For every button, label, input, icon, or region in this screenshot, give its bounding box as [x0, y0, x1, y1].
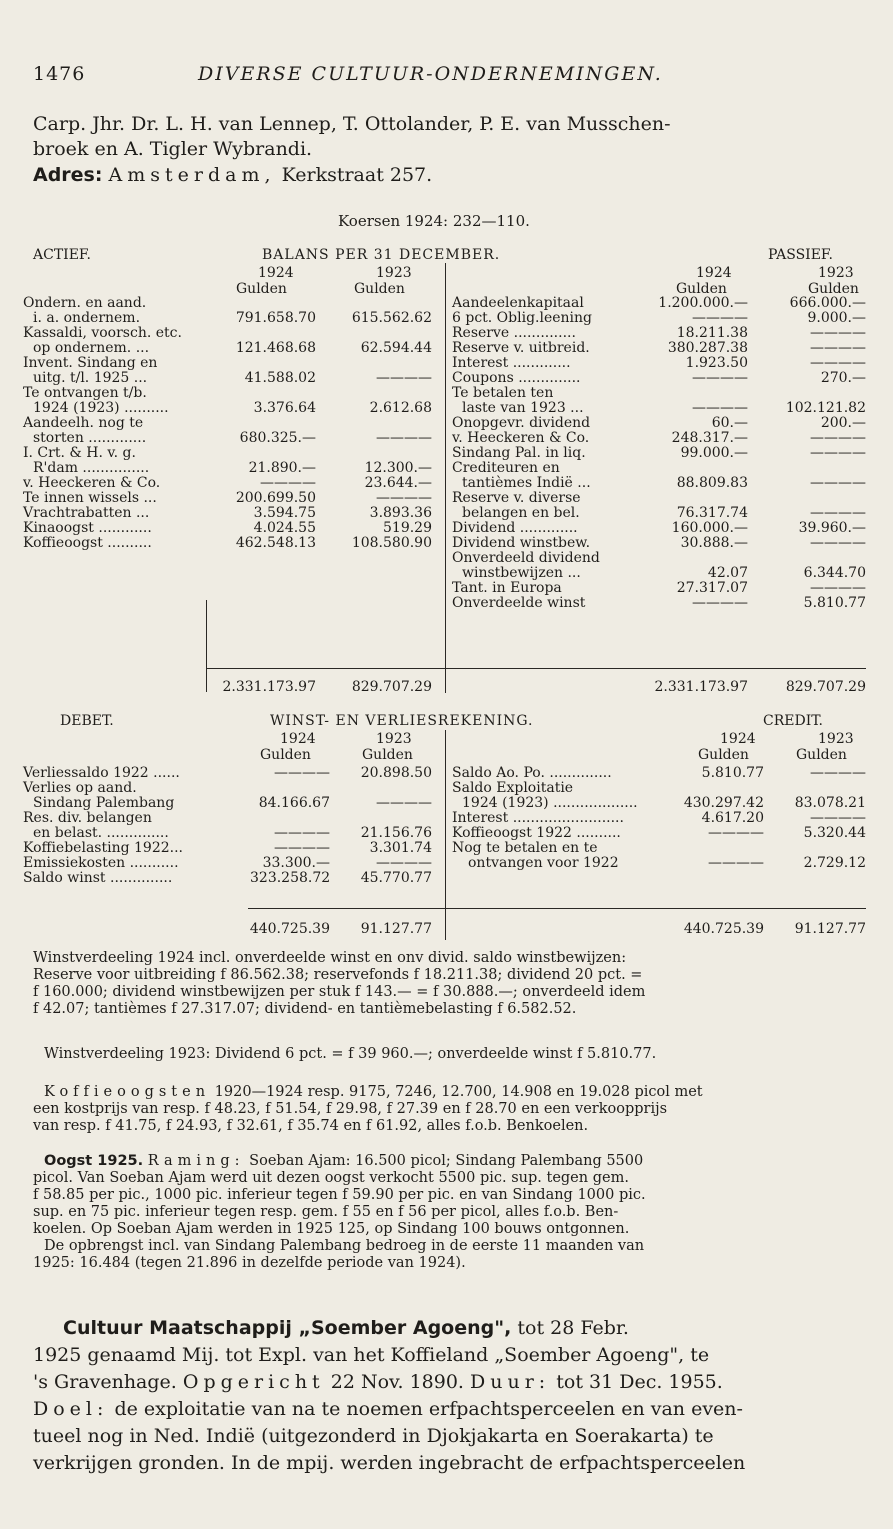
koersen: Koersen 1924: 232—110.	[338, 212, 530, 230]
cell-1924: ————	[708, 825, 764, 841]
cell-1924: 4.617.20	[701, 810, 764, 826]
balans-year-a-right: 1924	[696, 265, 732, 281]
wv-unit-a-left: Gulden	[260, 747, 311, 763]
text-line: verkrijgen gronden. In de mpij. werden ingebracht de erfpachtsperceelen	[33, 1452, 746, 1474]
cell-1923: ————	[810, 765, 866, 781]
cell-1923: 12.300.—	[364, 460, 432, 476]
table-row: Onverdeeld dividend	[452, 550, 600, 566]
balans-total-left-1923: 829.707.29	[351, 679, 432, 695]
cell-1923: ————	[810, 580, 866, 596]
table-row: Aandeelenkapitaal	[452, 295, 584, 311]
balans-title: BALANS PER 31 DECEMBER.	[262, 247, 501, 263]
cell-1923: ————	[810, 430, 866, 446]
cell-1923: 200.—	[820, 415, 866, 431]
koffieoogsten-label: Koffieoogsten	[44, 1084, 211, 1100]
cell-1924: ————	[274, 765, 330, 781]
cell-1923: 666.000.—	[789, 295, 866, 311]
cell-1923: ————	[810, 810, 866, 826]
balans-unit-a-right: Gulden	[676, 281, 727, 297]
cell-1923: ————	[376, 795, 432, 811]
cell-1923: 108.580.90	[351, 535, 432, 551]
table-row: v. Heeckeren & Co.	[452, 430, 590, 446]
oogst-paragraph	[33, 1153, 646, 1272]
address-city: Amsterdam,	[108, 164, 276, 186]
table-row: en belast. ..............	[33, 825, 169, 841]
table-row: Ondern. en aand.	[23, 295, 147, 311]
table-row: 6 pct. Oblig.leening	[452, 310, 593, 326]
balans-divider	[445, 263, 446, 693]
balans-year-b-right: 1923	[818, 265, 854, 281]
cell-1924: 248.317.—	[671, 430, 748, 446]
cell-1923: 270.—	[820, 370, 866, 386]
cell-1923: 2.612.68	[369, 400, 432, 416]
table-row: Koffiebelasting 1922...	[23, 840, 183, 856]
table-row: winstbewijzen ...	[462, 565, 581, 581]
table-row: tantièmes Indië ...	[462, 475, 591, 491]
cell-1923: ————	[810, 505, 866, 521]
doel-label: Doel:	[33, 1398, 109, 1420]
text-line: De opbrengst incl. van Sindang Palembang bedroeg in de eerste 11 maanden van	[44, 1238, 645, 1254]
table-row: Kinaoogst ............	[23, 520, 152, 536]
balans-unit-b-left: Gulden	[354, 281, 405, 297]
cell-1923: 615.562.62	[351, 310, 432, 326]
cell-1924: 41.588.02	[244, 370, 316, 386]
text-line: picol. Van Soeban Ajam werd uit dezen oogst verkocht 5500 pic. sup. tegen gem.	[33, 1170, 629, 1186]
address-line	[33, 164, 432, 186]
cell-1923: 6.344.70	[803, 565, 866, 581]
table-row: v. Heeckeren & Co.	[23, 475, 161, 491]
balans-total-right-1924: 2.331.173.97	[654, 679, 748, 695]
page-number: 1476	[33, 63, 86, 85]
table-row: Dividend winstbew.	[452, 535, 591, 551]
cell-1923: ————	[810, 340, 866, 356]
cell-1924: ————	[692, 310, 748, 326]
text-line: 1925 genaamd Mij. tot Expl. van het Koffieland „Soember Agoeng", te	[33, 1344, 710, 1366]
wv-year-a-left: 1924	[280, 731, 316, 747]
text-line: koelen. Op Soeban Ajam werden in 1925 125, op Sindang 100 bouws ontgonnen.	[33, 1221, 630, 1237]
cell-1923: ————	[810, 535, 866, 551]
table-row: Nog te betalen en te	[452, 840, 598, 856]
table-row: Vrachtrabatten ...	[23, 505, 150, 521]
cell-1924: 791.658.70	[235, 310, 316, 326]
table-row: op ondernem. ...	[33, 340, 150, 356]
table-row: belangen en bel.	[462, 505, 580, 521]
text-line: sup. en 75 pic. inferieur tegen resp. gem. f 55 en f 56 per picol, alles f.o.b. Ben-	[33, 1204, 619, 1220]
balans-year-b-left: 1923	[376, 265, 412, 281]
table-row: storten .............	[33, 430, 147, 446]
cell-1924: 21.890.—	[248, 460, 316, 476]
running-title: DIVERSE CULTUUR-ONDERNEMINGEN.	[198, 63, 663, 85]
balans-year-a-left: 1924	[258, 265, 294, 281]
cell-1924: 380.287.38	[667, 340, 748, 356]
table-row: Saldo winst ..............	[23, 870, 173, 886]
raming-label: Raming:	[147, 1153, 245, 1169]
text-line: van resp. f 41.75, f 24.93, f 32.61, f 35.74 en f 61.92, alles f.o.b. Benkoelen.	[33, 1118, 589, 1134]
balans-unit-a-left: Gulden	[236, 281, 287, 297]
cell-1924: 60.—	[711, 415, 748, 431]
wv-unit-a-right: Gulden	[698, 747, 749, 763]
cell-1923: ————	[376, 490, 432, 506]
wv-title: WINST- EN VERLIESREKENING.	[270, 713, 534, 729]
debet-title: DEBET.	[60, 713, 114, 729]
cell-1923: ————	[810, 325, 866, 341]
text-line: Koffieoogsten 1920—1924 resp. 9175, 7246, 12.700, 14.908 en 19.028 picol met	[44, 1084, 703, 1100]
address-street: Kerkstraat 257.	[281, 164, 433, 186]
table-row: Sindang Pal. in liq.	[452, 445, 586, 461]
cell-1923: 23.644.—	[364, 475, 432, 491]
cell-1923: 102.121.82	[785, 400, 866, 416]
address-label: Adres:	[33, 164, 103, 186]
wv-year-a-right: 1924	[720, 731, 756, 747]
table-row: 1924 (1923) ..........	[33, 400, 169, 416]
cell-1924: ————	[260, 475, 316, 491]
cell-1923: 39.960.—	[798, 520, 866, 536]
cell-1924: 462.548.13	[235, 535, 316, 551]
table-row: Coupons ..............	[452, 370, 581, 386]
balans-total-rule	[206, 668, 866, 669]
table-row: laste van 1923 ...	[462, 400, 584, 416]
balans-left-rule	[206, 600, 207, 692]
cell-1924: 323.258.72	[250, 870, 331, 886]
table-row: Res. div. belangen	[23, 810, 152, 826]
cell-1924: 3.376.64	[253, 400, 316, 416]
cell-1924: 18.211.38	[676, 325, 748, 341]
table-row: R'dam ...............	[33, 460, 150, 476]
cell-1923: ————	[810, 445, 866, 461]
cell-1924: 3.594.75	[253, 505, 316, 521]
duur-label: Duur:	[470, 1371, 551, 1393]
table-row: Reserve ..............	[452, 325, 576, 341]
cell-1924: 1.923.50	[685, 355, 748, 371]
table-row: Crediteuren en	[452, 460, 560, 476]
cell-1924: ————	[274, 840, 330, 856]
table-row: Koffieoogst ..........	[23, 535, 152, 551]
cell-1923: ————	[810, 355, 866, 371]
text-line: Oogst 1925. Raming: Soeban Ajam: 16.500 picol; Sindang Palembang 5500	[44, 1153, 644, 1169]
board-line-1: Carp. Jhr. Dr. L. H. van Lennep, T. Ottolander, P. E. van Musschen-	[33, 113, 671, 135]
text-line: Reserve voor uitbreiding f 86.562.38; reservefonds f 18.211.38; dividend 20 pct. =	[33, 967, 643, 983]
cell-1924: ————	[274, 825, 330, 841]
table-row: Aandeelh. nog te	[23, 415, 144, 431]
text-line: Cultuur Maatschappij „Soember Agoeng", tot 28 Febr.	[63, 1317, 629, 1339]
text-line: tueel nog in Ned. Indië (uitgezonderd in Djokjakarta en Soerakarta) te	[33, 1425, 714, 1447]
cell-1923: ————	[376, 855, 432, 871]
cell-1923: 21.156.76	[360, 825, 432, 841]
wv-unit-b-left: Gulden	[362, 747, 413, 763]
cell-1924: ————	[708, 855, 764, 871]
cell-1923: 62.594.44	[360, 340, 432, 356]
table-row: Reserve v. diverse	[452, 490, 581, 506]
oogst-label: Oogst 1925.	[44, 1153, 144, 1169]
table-row: Te betalen ten	[452, 385, 554, 401]
company-entry	[33, 1315, 745, 1477]
balans-total-left-1924: 2.331.173.97	[222, 679, 316, 695]
credit-title: CREDIT.	[763, 713, 823, 729]
table-row: Invent. Sindang en	[23, 355, 158, 371]
cell-1924: 1.200.000.—	[658, 295, 748, 311]
table-row: Onverdeelde winst	[452, 595, 586, 611]
cell-1924: 42.07	[707, 565, 748, 581]
table-row: uitg. t/l. 1925 ...	[33, 370, 148, 386]
text-line: 's Gravenhage. Opgericht 22 Nov. 1890. Duur: tot 31 Dec. 1955.	[33, 1371, 723, 1393]
cell-1924: 84.166.67	[258, 795, 330, 811]
table-row: I. Crt. & H. v. g.	[23, 445, 136, 461]
table-row: Emissiekosten ...........	[23, 855, 179, 871]
cell-1923: 3.893.36	[369, 505, 432, 521]
table-row: i. a. ondernem.	[33, 310, 141, 326]
text-line: 1925: 16.484 (tegen 21.896 in dezelfde periode van 1924).	[33, 1255, 466, 1271]
table-row: Interest .........................	[452, 810, 624, 826]
table-row: Saldo Ao. Po. ..............	[452, 765, 612, 781]
table-row: Koffieoogst 1922 ..........	[452, 825, 621, 841]
cell-1924: 121.468.68	[235, 340, 316, 356]
cell-1924: 30.888.—	[680, 535, 748, 551]
table-row: Te innen wissels ...	[23, 490, 157, 506]
cell-1924: 27.317.07	[676, 580, 748, 596]
wv-total-right-1923: 91.127.77	[794, 921, 866, 937]
text-line: f 42.07; tantièmes f 27.317.07; dividend- en tantièmebelasting f 6.582.52.	[33, 1001, 577, 1017]
board-line-2: broek en A. Tigler Wybrandi.	[33, 138, 313, 160]
table-row: Dividend .............	[452, 520, 578, 536]
table-row: Verlies op aand.	[23, 780, 137, 796]
wv-year-b-left: 1923	[376, 731, 412, 747]
cell-1924: 5.810.77	[701, 765, 764, 781]
table-row: Interest .............	[452, 355, 571, 371]
cell-1923: 45.770.77	[360, 870, 432, 886]
cell-1924: 99.000.—	[680, 445, 748, 461]
cell-1923: 20.898.50	[360, 765, 432, 781]
table-row: ontvangen voor 1922	[468, 855, 619, 871]
cell-1924: 430.297.42	[683, 795, 764, 811]
table-row: Saldo Exploitatie	[452, 780, 574, 796]
company-name: Cultuur Maatschappij „Soember Agoeng",	[63, 1317, 512, 1339]
cell-1923: 5.320.44	[803, 825, 866, 841]
wv-year-b-right: 1923	[818, 731, 854, 747]
text-line: Doel: de exploitatie van na te noemen erfpachtsperceelen en van even-	[33, 1398, 743, 1420]
wv-unit-b-right: Gulden	[796, 747, 847, 763]
table-row: Te ontvangen t/b.	[23, 385, 147, 401]
table-row: Reserve v. uitbreid.	[452, 340, 590, 356]
cell-1923: ————	[376, 370, 432, 386]
cell-1923: ————	[376, 430, 432, 446]
table-row: Tant. in Europa	[452, 580, 562, 596]
text-line: een kostprijs van resp. f 48.23, f 51.54, f 29.98, f 27.39 en f 28.70 en een verkoopprijs	[33, 1101, 668, 1117]
text-line: f 58.85 per pic., 1000 pic. inferieur tegen f 59.90 per pic. en van Sindang 1000 pic.	[33, 1187, 646, 1203]
cell-1923: ————	[810, 475, 866, 491]
cell-1924: 200.699.50	[235, 490, 316, 506]
cell-1924: ————	[692, 595, 748, 611]
winstverdeeling-1924	[33, 950, 645, 1018]
table-row: Onopgevr. dividend	[452, 415, 591, 431]
text-line: Winstverdeeling 1924 incl. onverdeelde winst en onv divid. saldo winstbewijzen:	[33, 950, 627, 966]
table-row: 1924 (1923) ...................	[462, 795, 638, 811]
cell-1924: 88.809.83	[676, 475, 748, 491]
wv-total-rule	[248, 908, 866, 909]
cell-1923: 3.301.74	[369, 840, 432, 856]
winstverdeeling-1923: Winstverdeeling 1923: Dividend 6 pct. = f 39 960.—; onverdeelde winst f 5.810.77.	[44, 1046, 657, 1062]
passief-title: PASSIEF.	[768, 247, 833, 263]
wv-total-left-1923: 91.127.77	[360, 921, 432, 937]
cell-1923: 5.810.77	[803, 595, 866, 611]
balans-unit-b-right: Gulden	[808, 281, 859, 297]
balans-total-right-1923: 829.707.29	[785, 679, 866, 695]
koffieoogsten-paragraph	[33, 1084, 703, 1135]
cell-1924: 160.000.—	[671, 520, 748, 536]
table-row: Kassaldi, voorsch. etc.	[23, 325, 182, 341]
text-line: f 160.000; dividend winstbewijzen per stuk f 143.— = f 30.888.—; onverdeeld idem	[33, 984, 646, 1000]
table-row: Verliessaldo 1922 ......	[23, 765, 180, 781]
table-row: Sindang Palembang	[33, 795, 175, 811]
cell-1924: 680.325.—	[239, 430, 316, 446]
opgericht-label: Opgericht	[182, 1371, 325, 1393]
cell-1923: 83.078.21	[794, 795, 866, 811]
cell-1923: 9.000.—	[807, 310, 866, 326]
cell-1924: ————	[692, 370, 748, 386]
cell-1923: 519.29	[383, 520, 432, 536]
actief-title: ACTIEF.	[33, 247, 91, 263]
cell-1924: 76.317.74	[676, 505, 748, 521]
cell-1924: 4.024.55	[253, 520, 316, 536]
cell-1923: 2.729.12	[803, 855, 866, 871]
cell-1924: 33.300.—	[262, 855, 330, 871]
wv-total-left-1924: 440.725.39	[249, 921, 330, 937]
wv-total-right-1924: 440.725.39	[683, 921, 764, 937]
cell-1924: ————	[692, 400, 748, 416]
